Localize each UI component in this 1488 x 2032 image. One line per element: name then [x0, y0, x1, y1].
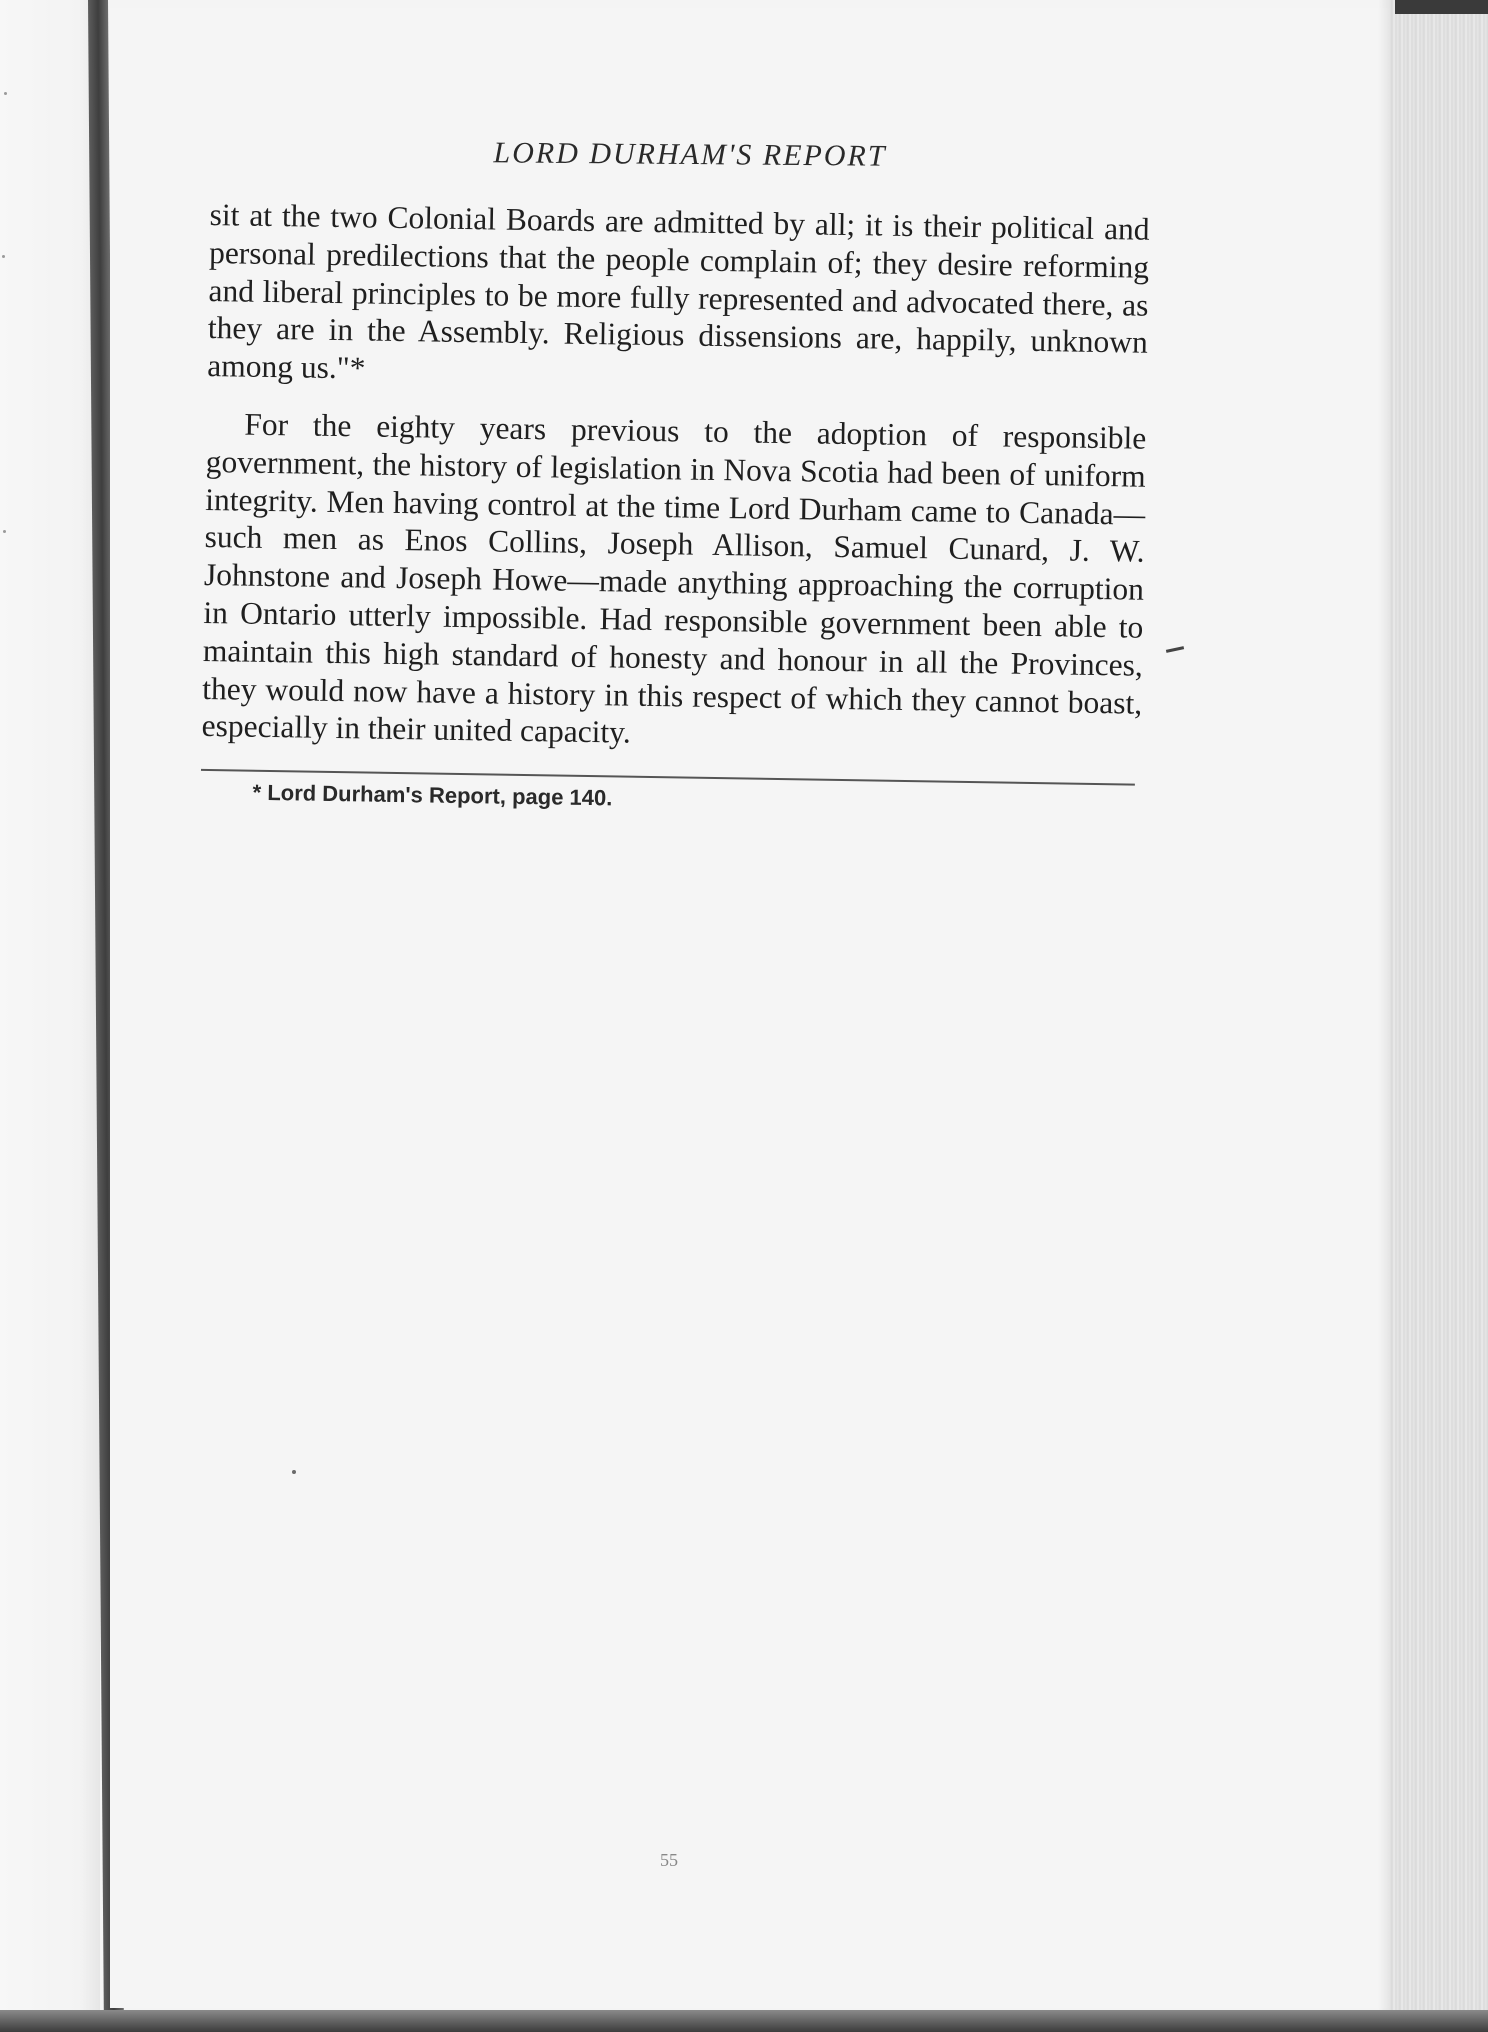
page-number: 55	[660, 1850, 678, 1870]
previous-page-edge	[0, 0, 100, 2032]
page-speck	[3, 530, 6, 533]
paragraph: sit at the two Colonial Boards are admitted by all; it is their political and personal predilections that the people complain of; they desire reforming and liberal principles to be more fully represented and advocated there, as they are in the Assembly. Religious dissensions are, happily, unknown among us."*	[207, 196, 1150, 386]
running-head: LORD DURHAM'S REPORT	[493, 136, 887, 173]
bottom-edge	[0, 2010, 1488, 2032]
page-speck	[4, 92, 7, 95]
body-text	[200, 196, 1149, 820]
page-stack-edge	[1390, 0, 1488, 2032]
cover-corner	[1395, 0, 1488, 14]
page-speck	[2, 255, 5, 258]
paragraph: For the eighty years previous to the adoption of responsible government, the history of legislation in Nova Scotia had been of uniform integrity. Men having control at the time Lord Durham came to Canada—such men as Enos Collins, Joseph Allison, Samuel Cunard, J. W. Johnstone and Joseph Howe—made anything approaching the corruption in Ontario utterly impossible. Had responsible government been able to maintain this high standard of honesty and honour in all the Provinces, they would now have a history in this respect of which they cannot boast, especially in their united capacity.	[201, 406, 1147, 751]
footnote: * Lord Durham's Report, page 140.	[252, 779, 613, 811]
page-speck	[292, 1470, 296, 1474]
